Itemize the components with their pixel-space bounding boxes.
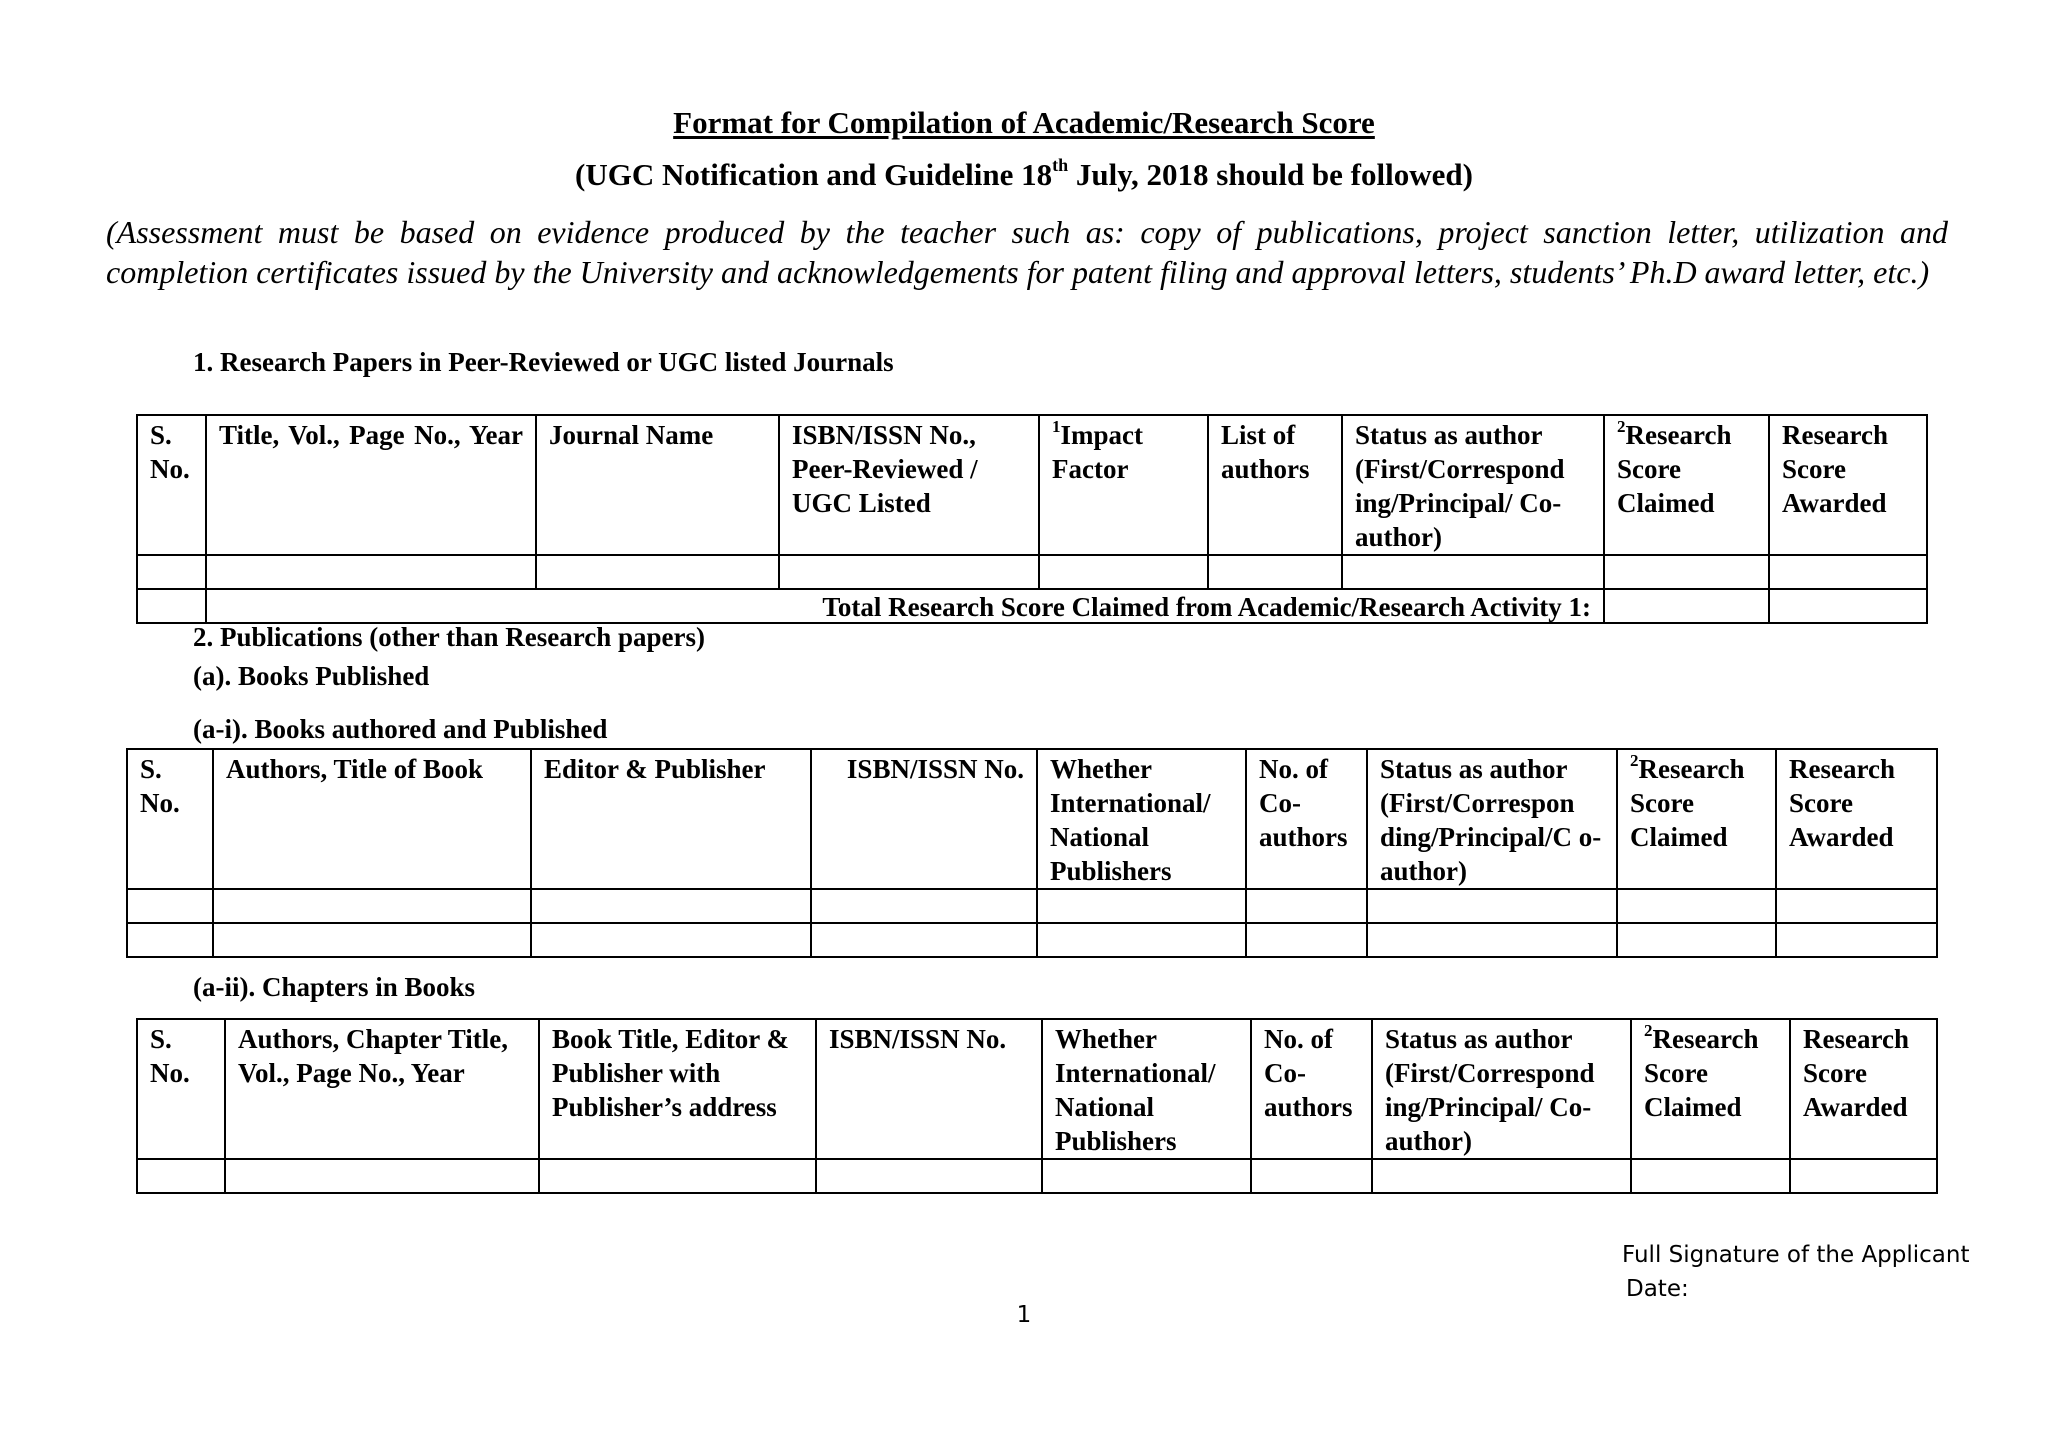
header-sno: S. No. [137, 1019, 225, 1159]
header-publisher-type: Whether International/ National Publishers [1037, 749, 1246, 889]
header-score-claimed [1617, 749, 1776, 889]
header-score-claimed [1631, 1019, 1790, 1159]
table-cell[interactable] [811, 923, 1037, 957]
subtitle-text-post: July, 2018 should be followed) [1068, 157, 1473, 192]
table-cell[interactable] [1342, 555, 1604, 589]
table-cell[interactable] [1037, 923, 1246, 957]
footnote-marker: 2 [1630, 751, 1639, 770]
table-cell[interactable] [137, 555, 206, 589]
header-isbn: ISBN/ISSN No., Peer-Reviewed / UGC Listed [779, 415, 1039, 555]
header-authors-chapter: Authors, Chapter Title, Vol., Page No., Year [225, 1019, 539, 1159]
header-coauthors: No. of Co-authors [1246, 749, 1367, 889]
table-row [127, 889, 1937, 923]
date-label: Date: [1626, 1276, 1689, 1302]
assessment-note: (Assessment must be based on evidence produced by the teacher such as: copy of publications, project sanction letter, utilization and completion certificates issued by the University and acknowledgements for patent filing and approval letters, students’ Ph.D award letter, etc.) [106, 214, 1948, 290]
total-score-awarded-cell[interactable] [1769, 589, 1927, 623]
footnote-marker: 2 [1644, 1021, 1653, 1040]
table-cell[interactable] [1042, 1159, 1251, 1193]
header-impact-label: Impact Factor [1052, 420, 1143, 484]
total-row [137, 589, 1927, 623]
header-claimed-label: Research Score Claimed [1617, 420, 1732, 518]
page-number: 1 [1016, 1302, 1032, 1328]
table-cell[interactable] [811, 889, 1037, 923]
table-row [137, 555, 1927, 589]
table-cell[interactable] [213, 889, 531, 923]
table-cell[interactable] [127, 889, 213, 923]
footnote-marker: 2 [1617, 417, 1626, 436]
table-cell[interactable] [1776, 889, 1937, 923]
table-cell[interactable] [1367, 889, 1617, 923]
header-status: Status as author (First/Correspond ing/Principal/ Co-author) [1342, 415, 1604, 555]
table-cell[interactable] [213, 923, 531, 957]
table-cell[interactable] [1037, 889, 1246, 923]
subtitle-text-pre: (UGC Notification and Guideline 18 [575, 157, 1053, 192]
research-papers-table [136, 414, 1928, 624]
header-status: Status as author (First/Correspond ing/Principal/ Co-author) [1372, 1019, 1631, 1159]
header-sno: S. No. [127, 749, 213, 889]
header-score-claimed [1604, 415, 1769, 555]
header-book-title: Book Title, Editor & Publisher with Publisher’s address [539, 1019, 816, 1159]
table-cell[interactable] [1246, 923, 1367, 957]
table-cell[interactable] [779, 555, 1039, 589]
signature-label: Full Signature of the Applicant [1622, 1242, 1970, 1268]
chapters-heading: (a-ii). Chapters in Books [193, 972, 476, 1002]
table-cell[interactable] [1604, 555, 1769, 589]
table-cell[interactable] [137, 1159, 225, 1193]
table-cell [137, 589, 206, 623]
header-claimed-label: Research Score Claimed [1630, 754, 1745, 852]
table-cell[interactable] [1617, 889, 1776, 923]
table-cell[interactable] [206, 555, 536, 589]
table-cell[interactable] [1372, 1159, 1631, 1193]
header-isbn: ISBN/ISSN No. [811, 749, 1037, 889]
section1-heading: 1. Research Papers in Peer-Reviewed or UGC listed Journals [193, 347, 894, 377]
header-score-awarded: Research Score Awarded [1776, 749, 1937, 889]
table-header-row [137, 1019, 1937, 1159]
header-isbn: ISBN/ISSN No. [816, 1019, 1042, 1159]
table-cell[interactable] [1776, 923, 1937, 957]
table-cell[interactable] [531, 889, 811, 923]
header-title: Title, Vol., Page No., Year [206, 415, 536, 555]
table-cell[interactable] [1039, 555, 1208, 589]
table-row [127, 923, 1937, 957]
table-cell[interactable] [1246, 889, 1367, 923]
table-cell[interactable] [1769, 555, 1927, 589]
books-published-heading: (a). Books Published [193, 661, 430, 691]
table-cell[interactable] [1208, 555, 1342, 589]
document-title: Format for Compilation of Academic/Research Score [673, 105, 1375, 140]
table-header-row [127, 749, 1937, 889]
table-header-row [137, 415, 1927, 555]
table-cell[interactable] [531, 923, 811, 957]
header-score-awarded: Research Score Awarded [1769, 415, 1927, 555]
header-authors: List of authors [1208, 415, 1342, 555]
table-cell[interactable] [1617, 923, 1776, 957]
header-impact-factor [1039, 415, 1208, 555]
table-cell[interactable] [225, 1159, 539, 1193]
header-coauthors: No. of Co-authors [1251, 1019, 1372, 1159]
total-score-label: Total Research Score Claimed from Academic/Research Activity 1: [206, 589, 1604, 623]
table-cell[interactable] [1790, 1159, 1937, 1193]
document-subtitle [0, 157, 2048, 193]
header-publisher-type: Whether International/ National Publishers [1042, 1019, 1251, 1159]
header-authors-title: Authors, Title of Book [213, 749, 531, 889]
table-cell[interactable] [816, 1159, 1042, 1193]
header-status: Status as author (First/Correspon ding/Principal/C o-author) [1367, 749, 1617, 889]
header-claimed-label: Research Score Claimed [1644, 1024, 1759, 1122]
books-authored-table [126, 748, 1938, 958]
table-cell[interactable] [1631, 1159, 1790, 1193]
signature-block [1622, 1238, 1970, 1306]
footnote-marker: 1 [1052, 417, 1061, 436]
table-cell[interactable] [539, 1159, 816, 1193]
chapters-table [136, 1018, 1938, 1194]
header-journal: Journal Name [536, 415, 779, 555]
table-cell[interactable] [127, 923, 213, 957]
section2-heading: 2. Publications (other than Research papers) [193, 622, 705, 652]
header-editor-publisher: Editor & Publisher [531, 749, 811, 889]
books-authored-heading: (a-i). Books authored and Published [193, 714, 608, 744]
table-cell[interactable] [1251, 1159, 1372, 1193]
header-score-awarded: Research Score Awarded [1790, 1019, 1937, 1159]
header-sno: S. No. [137, 415, 206, 555]
total-score-claimed-cell[interactable] [1604, 589, 1769, 623]
table-cell[interactable] [1367, 923, 1617, 957]
subtitle-superscript: th [1052, 155, 1069, 175]
table-row [137, 1159, 1937, 1193]
table-cell[interactable] [536, 555, 779, 589]
